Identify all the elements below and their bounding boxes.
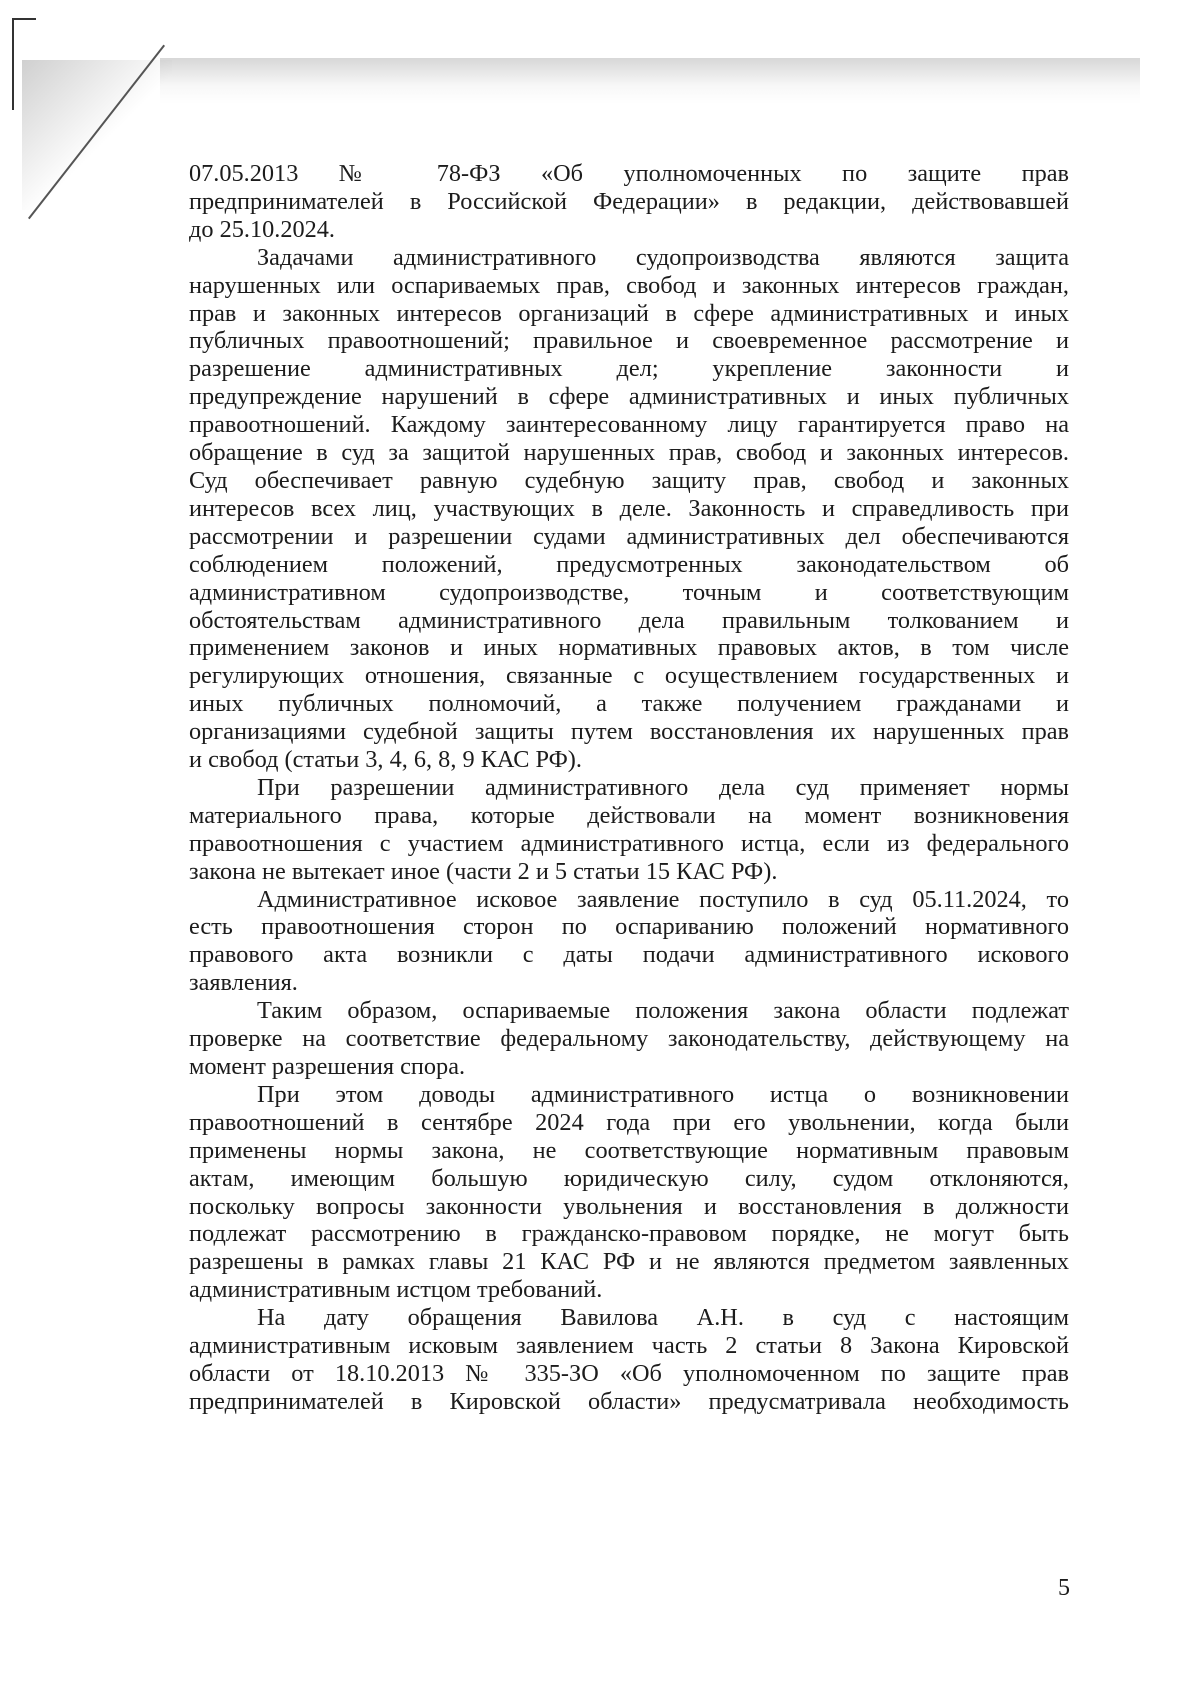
text-line: правоотношений в сентябре 2024 года при его увольнении, когда были	[189, 1108, 1069, 1136]
text-line-last: и свобод (статьи 3, 4, 6, 8, 9 КАС РФ).	[189, 746, 582, 774]
text-line: обстоятельствам административного дела правильным толкованием и	[189, 606, 1069, 634]
text-line: области от 18.10.2013 № 335-ЗО «Об уполномоченном по защите прав	[189, 1359, 1069, 1387]
text-line: Административное исковое заявление поступило в суд 05.11.2024, то	[257, 885, 1069, 913]
text-line: правоотношения с участием административного истца, если из федерального	[189, 829, 1069, 857]
text-line: соблюдением положений, предусмотренных законодательством об	[189, 550, 1069, 578]
text-line: На дату обращения Вавилова А.Н. в суд с настоящим	[257, 1304, 1069, 1332]
text-line: разрешены в рамках главы 21 КАС РФ и не являются предметом заявленных	[189, 1248, 1069, 1276]
text-line: прав и законных интересов организаций в сфере административных и иных	[189, 299, 1069, 327]
text-line: предпринимателей в Кировской области» предусматривала необходимость	[189, 1387, 1069, 1415]
page-number: 5	[1058, 1575, 1070, 1601]
text-line: есть правоотношения сторон по оспариванию положений нормативного	[189, 913, 1069, 941]
text-line-last: закона не вытекает иное (части 2 и 5 статьи 15 КАС РФ).	[189, 857, 778, 885]
text-line: правового акта возникли с даты подачи административного искового	[189, 941, 1069, 969]
text-line: применением законов и иных нормативных правовых актов, в том числе	[189, 634, 1069, 662]
text-line: предпринимателей в Российской Федерации» в редакции, действовавшей	[189, 187, 1069, 215]
text-line: актам, имеющим большую юридическую силу, судом отклоняются,	[189, 1164, 1069, 1192]
text-line: административном судопроизводстве, точным и соответствующим	[189, 578, 1069, 606]
text-line: правоотношений. Каждому заинтересованному лицу гарантируется право на	[189, 411, 1069, 439]
text-line: подлежат рассмотрению в гражданско-правовом порядке, не могут быть	[189, 1220, 1069, 1248]
text-line: обращение в суд за защитой нарушенных прав, свобод и законных интересов.	[189, 439, 1069, 467]
text-line: проверке на соответствие федеральному законодательству, действующему на	[189, 1025, 1069, 1053]
text-line: При этом доводы административного истца о возникновении	[257, 1080, 1069, 1108]
text-line: Задачами административного судопроизводства являются защита	[257, 243, 1069, 271]
scan-shadow-left	[22, 60, 172, 210]
text-line: Суд обеспечивает равную судебную защиту прав, свобод и законных	[189, 466, 1069, 494]
text-line: организациями судебной защиты путем восстановления их нарушенных прав	[189, 718, 1069, 746]
text-line-last: административным истцом требований.	[189, 1276, 603, 1304]
text-line-last: заявления.	[189, 969, 298, 997]
text-line: материального права, которые действовали на момент возникновения	[189, 801, 1069, 829]
text-line: регулирующих отношения, связанные с осуществлением государственных и	[189, 662, 1069, 690]
text-line: разрешение административных дел; укрепление законности и	[189, 355, 1069, 383]
text-line: применены нормы закона, не соответствующие нормативным правовым	[189, 1136, 1069, 1164]
text-line: предупреждение нарушений в сфере административных и иных публичных	[189, 383, 1069, 411]
text-line: нарушенных или оспариваемых прав, свобод и законных интересов граждан,	[189, 271, 1069, 299]
text-line: При разрешении административного дела суд применяет нормы	[257, 773, 1069, 801]
text-line: поскольку вопросы законности увольнения и восстановления в должности	[189, 1192, 1069, 1220]
text-line: Таким образом, оспариваемые положения закона области подлежат	[257, 997, 1069, 1025]
text-line-last: момент разрешения спора.	[189, 1053, 466, 1080]
text-line: административным исковым заявлением часть 2 статьи 8 Закона Кировской	[189, 1332, 1069, 1360]
text-line: публичных правоотношений; правильное и своевременное рассмотрение и	[189, 327, 1069, 355]
scan-shadow-top	[160, 58, 1140, 104]
text-line-last: до 25.10.2024.	[189, 215, 335, 243]
text-line: рассмотрении и разрешении судами административных дел обеспечиваются	[189, 522, 1069, 550]
text-line: 07.05.2013 № 78-ФЗ «Об уполномоченных по защите прав	[189, 160, 1069, 187]
document-body	[189, 160, 1069, 1416]
text-line: интересов всех лиц, участвующих в деле. Законность и справедливость при	[189, 494, 1069, 522]
text-line: иных публичных полномочий, а также получением гражданами и	[189, 690, 1069, 718]
